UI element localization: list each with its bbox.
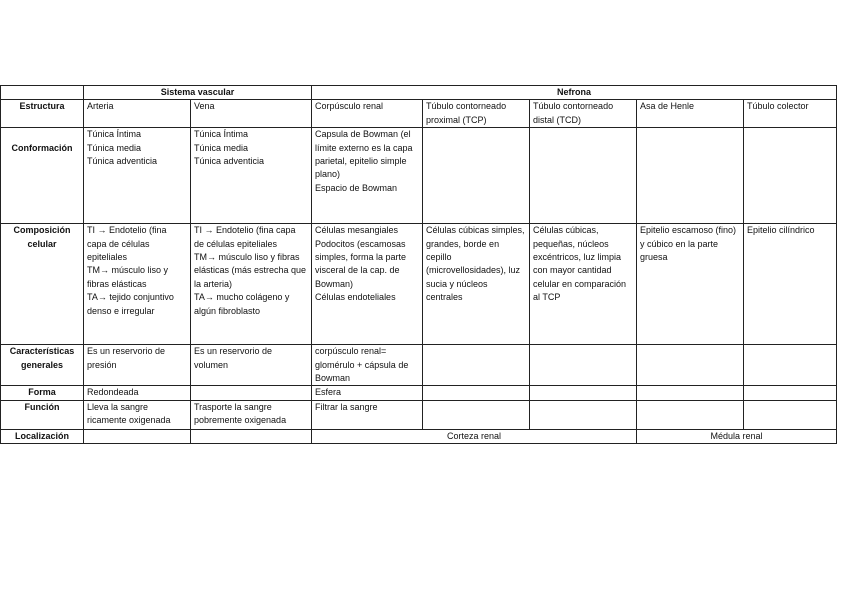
cell-conformacion-tcd xyxy=(530,128,637,224)
group-header-row xyxy=(1,86,837,100)
header-corpusculo-renal: Corpúsculo renal xyxy=(312,100,423,128)
header-estructura: Estructura xyxy=(1,100,84,128)
cell-composicion-arteria: TI → Endotelio (fina capa de células epiteliales TM→ músculo liso y fibras elásticas TA→ tejido conjuntivo denso e irregular xyxy=(84,224,191,345)
cell-localizacion-arteria xyxy=(84,429,191,443)
cell-composicion-henle: Epitelio escamoso (fino) y cúbico en la parte gruesa xyxy=(637,224,744,345)
cell-forma-tcd xyxy=(530,386,637,400)
cell-caracteristicas-corpusculo: corpúsculo renal= glomérulo + cápsula de Bowman xyxy=(312,345,423,386)
row-label-forma: Forma xyxy=(1,386,84,400)
cell-conformacion-colector xyxy=(744,128,837,224)
cell-caracteristicas-tcp xyxy=(423,345,530,386)
cell-corteza-renal: Corteza renal xyxy=(312,429,637,443)
cell-forma-corpusculo: Esfera xyxy=(312,386,423,400)
header-tcd: Túbulo contorneado distal (TCD) xyxy=(530,100,637,128)
cell-medula-renal: Médula renal xyxy=(637,429,837,443)
row-label-funcion: Función xyxy=(1,400,84,429)
row-funcion xyxy=(1,400,837,429)
row-localizacion xyxy=(1,429,837,443)
cell-conformacion-corpusculo: Capsula de Bowman (el límite externo es la capa parietal, epitelio simple plano) Espacio de Bowman xyxy=(312,128,423,224)
cell-composicion-colector: Epitelio cilíndrico xyxy=(744,224,837,345)
cell-funcion-tcd xyxy=(530,400,637,429)
column-header-row xyxy=(1,100,837,128)
corner-cell xyxy=(1,86,84,100)
header-vena: Vena xyxy=(191,100,312,128)
cell-funcion-colector xyxy=(744,400,837,429)
cell-localizacion-vena xyxy=(191,429,312,443)
cell-funcion-corpusculo: Filtrar la sangre xyxy=(312,400,423,429)
row-label-composicion: Composición celular xyxy=(1,224,84,345)
cell-caracteristicas-colector xyxy=(744,345,837,386)
cell-forma-colector xyxy=(744,386,837,400)
cell-caracteristicas-vena: Es un reservorio de volumen xyxy=(191,345,312,386)
cell-forma-henle xyxy=(637,386,744,400)
row-composicion-celular xyxy=(1,224,837,345)
cell-conformacion-tcp xyxy=(423,128,530,224)
cell-conformacion-vena: Túnica Íntima Túnica media Túnica adventicia xyxy=(191,128,312,224)
row-caracteristicas-generales xyxy=(1,345,837,386)
header-asa-de-henle: Asa de Henle xyxy=(637,100,744,128)
header-arteria: Arteria xyxy=(84,100,191,128)
cell-composicion-vena: TI → Endotelio (fina capa de células epiteliales TM→ músculo liso y fibras elásticas (más estrecha que la arteria) TA→ mucho colágeno y algún fibroblasto xyxy=(191,224,312,345)
header-tcp: Túbulo contorneado proximal (TCP) xyxy=(423,100,530,128)
row-label-localizacion: Localización xyxy=(1,429,84,443)
group-sistema-vascular: Sistema vascular xyxy=(84,86,312,100)
header-tubulo-colector: Túbulo colector xyxy=(744,100,837,128)
cell-composicion-tcp: Células cúbicas simples, grandes, borde en cepillo (microvellosidades), luz sucia y núcleos centrales xyxy=(423,224,530,345)
cell-caracteristicas-henle xyxy=(637,345,744,386)
row-label-conformacion: Conformación xyxy=(1,128,84,224)
cell-forma-vena xyxy=(191,386,312,400)
cell-conformacion-henle xyxy=(637,128,744,224)
cell-funcion-arteria: Lleva la sangre ricamente oxigenada xyxy=(84,400,191,429)
cell-forma-arteria: Redondeada xyxy=(84,386,191,400)
row-conformacion xyxy=(1,128,837,224)
row-label-caracteristicas: Características generales xyxy=(1,345,84,386)
cell-funcion-henle xyxy=(637,400,744,429)
cell-conformacion-arteria: Túnica Íntima Túnica media Túnica adventicia xyxy=(84,128,191,224)
row-forma xyxy=(1,386,837,400)
cell-forma-tcp xyxy=(423,386,530,400)
cell-caracteristicas-arteria: Es un reservorio de presión xyxy=(84,345,191,386)
cell-funcion-vena: Trasporte la sangre pobremente oxigenada xyxy=(191,400,312,429)
group-nefrona: Nefrona xyxy=(312,86,837,100)
cell-caracteristicas-tcd xyxy=(530,345,637,386)
histology-comparison-table xyxy=(0,85,837,444)
cell-composicion-tcd: Células cúbicas, pequeñas, núcleos excéntricos, luz limpia con mayor cantidad celular en comparación al TCP xyxy=(530,224,637,345)
cell-composicion-corpusculo: Células mesangiales Podocitos (escamosas simples, forma la parte visceral de la cap. de Bowman) Células endoteliales xyxy=(312,224,423,345)
cell-funcion-tcp xyxy=(423,400,530,429)
